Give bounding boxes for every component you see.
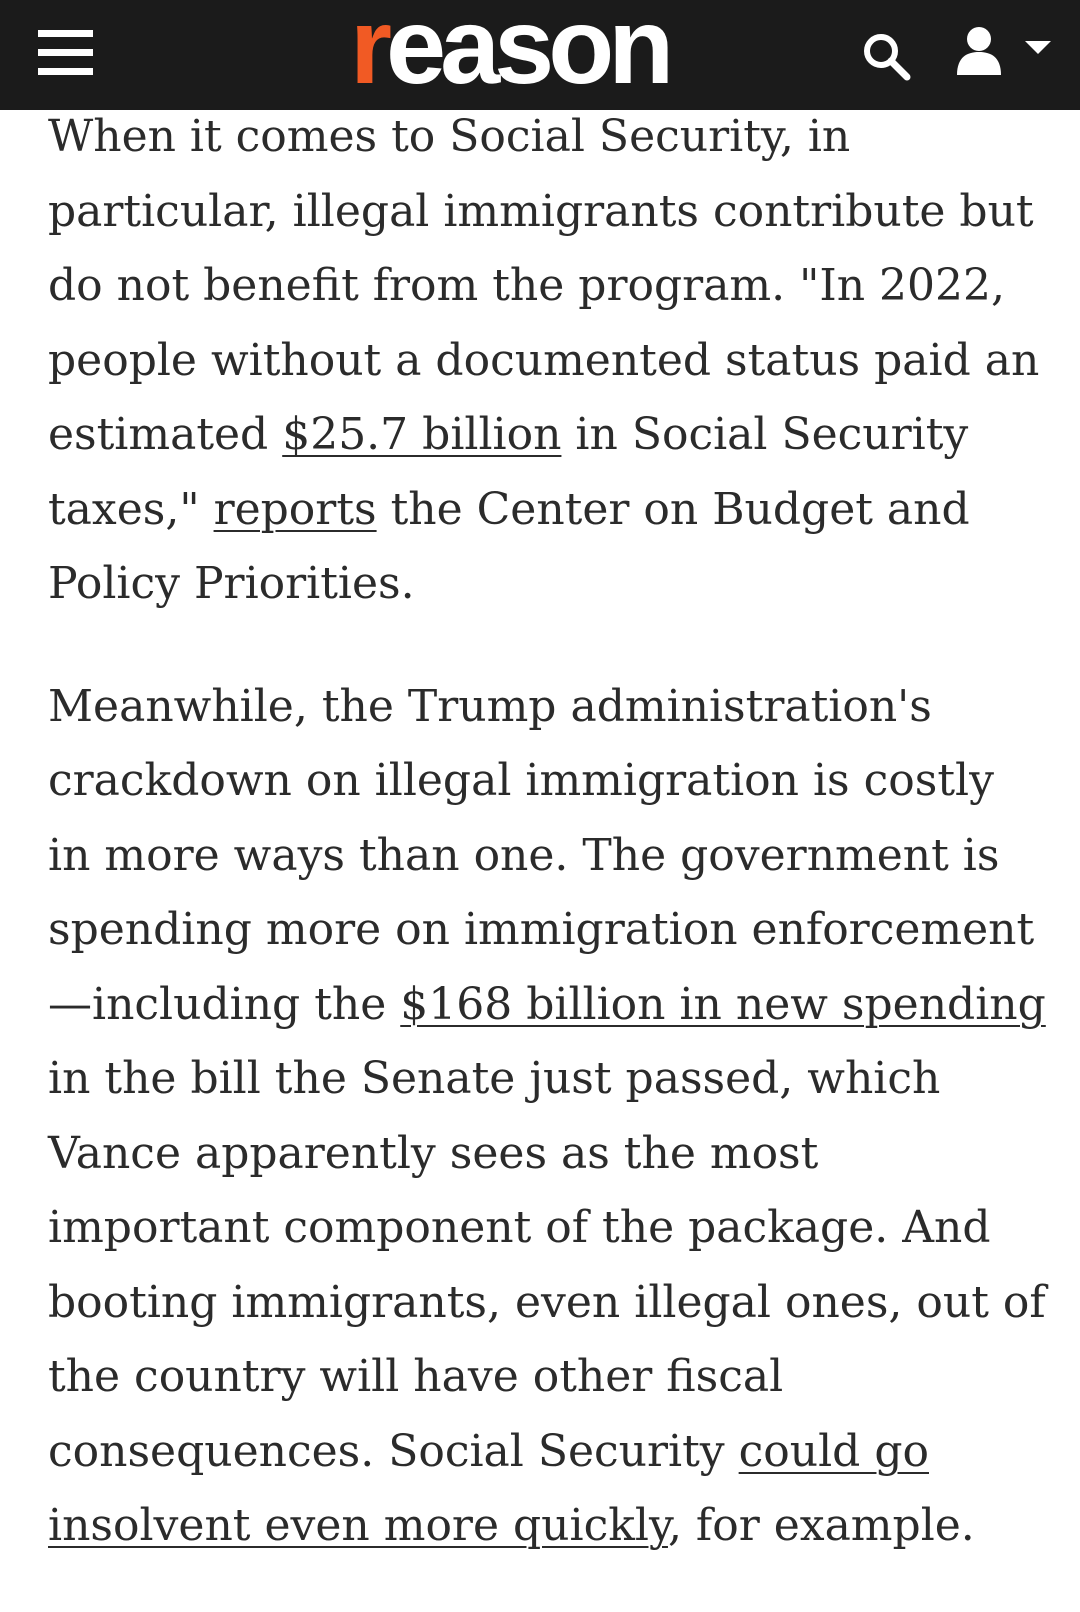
reason-logo[interactable] [350, 0, 669, 106]
user-icon [955, 25, 1055, 81]
hamburger-menu-icon[interactable] [38, 30, 93, 76]
search-icon[interactable] [858, 28, 914, 84]
paragraph-text: in the bill the Senate just passed, which Vance apparently sees as the most important component of the package. And booting immigrants, even illegal ones, out of the country will have other fiscal consequences. Social Security [48, 1053, 1046, 1477]
caret-down-icon [1025, 41, 1051, 54]
menu-line [38, 30, 93, 37]
menu-line [38, 49, 93, 56]
paragraph-text: in Social Security taxes," [48, 409, 969, 535]
paragraph-text: , for example. [667, 1500, 975, 1551]
link-168-billion[interactable]: $168 billion in new spending [400, 978, 1046, 1030]
link-25-7-billion[interactable]: $25.7 billion [282, 409, 562, 460]
article-body [48, 100, 1048, 1612]
top-navigation-bar [0, 0, 1080, 110]
paragraph-text: When it comes to Social Security, in particular, illegal immigrants contribute but do not benefit from the program. "In 2022, people without a documented status paid an estimated [48, 111, 1040, 460]
link-insolvent[interactable]: could go insolvent even more quickly [48, 1425, 929, 1551]
menu-line [38, 68, 93, 75]
paragraph-text: Meanwhile, the Trump administration's crackdown on illegal immigration is costly in more ways than one. The government is spending more on immigration enforcement—including the [48, 680, 1035, 1030]
paragraph-crackdown [48, 670, 1048, 1564]
user-account-button[interactable] [955, 25, 1055, 81]
logo-rest: eason [386, 0, 669, 106]
paragraph-text: the Center on Budget and Policy Priorities. [48, 483, 970, 609]
paragraph-social-security [48, 100, 1048, 622]
link-reports[interactable]: reports [213, 483, 377, 535]
logo-letter-r: r [350, 0, 387, 106]
